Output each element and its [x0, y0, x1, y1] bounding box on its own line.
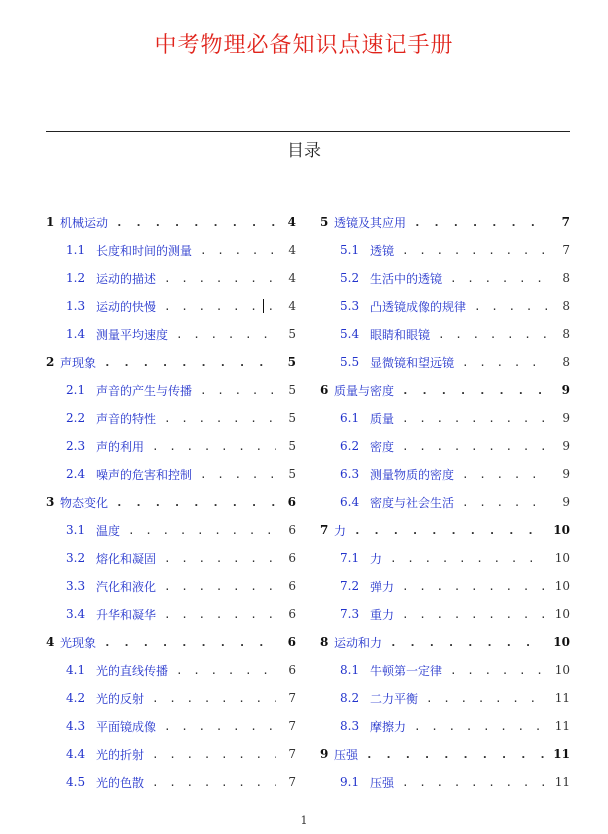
toc-entry-page: 8 — [562, 327, 570, 341]
toc-entry-page: 4 — [288, 243, 296, 257]
dot-leader — [462, 496, 550, 509]
toc-entry-title: 运动的快慢 — [96, 299, 157, 314]
toc-entry-title: 噪声的危害和控制 — [96, 467, 193, 482]
toc-entry-number: 9 — [320, 747, 329, 761]
toc-section-link[interactable] — [320, 740, 570, 768]
dot-leader — [354, 524, 545, 537]
toc-entry-title: 平面镜成像 — [96, 719, 157, 734]
dot-leader — [200, 468, 276, 481]
dot-leader — [390, 552, 547, 565]
dot-leader — [414, 216, 550, 229]
toc-entry-page: 5 — [288, 411, 296, 425]
toc-subsection-link[interactable] — [320, 404, 570, 432]
toc-entry-page: 4 — [287, 215, 296, 229]
toc-subsection-link[interactable] — [46, 432, 296, 460]
toc-entry-page: 7 — [288, 747, 296, 761]
toc-entry-title: 光现象 — [60, 635, 97, 650]
toc-entry-title: 压强 — [370, 775, 395, 790]
divider-rule — [46, 131, 570, 132]
toc-subsection-link[interactable] — [320, 292, 570, 320]
dot-leader — [474, 300, 550, 313]
toc-entry-number: 6.2 — [340, 439, 360, 453]
toc-entry-title: 力 — [334, 523, 347, 538]
dot-leader — [390, 636, 545, 649]
toc-entry-title: 升华和凝华 — [96, 607, 157, 622]
toc-entry-title: 透镜 — [370, 243, 395, 258]
toc-entry-page: 6 — [288, 551, 296, 565]
toc-subsection-link[interactable] — [320, 684, 570, 712]
dot-leader — [152, 776, 276, 789]
toc-subsection-link[interactable] — [320, 432, 570, 460]
toc-subsection-link[interactable] — [46, 768, 296, 796]
toc-entry-number: 5.3 — [340, 299, 360, 313]
toc-subsection-link[interactable] — [46, 684, 296, 712]
toc-entry-title: 运动的描述 — [96, 271, 157, 286]
dot-leader — [200, 384, 276, 397]
toc-entry-number: 1.2 — [66, 271, 86, 285]
toc-subsection-link[interactable] — [320, 572, 570, 600]
toc-entry-number: 5.1 — [340, 243, 360, 257]
toc-subsection-link[interactable] — [320, 768, 570, 796]
toc-entry-page: 11 — [554, 775, 570, 789]
toc-entry-title: 力 — [370, 551, 383, 566]
toc-entry-number: 2 — [46, 355, 55, 369]
toc-entry-title: 光的色散 — [96, 775, 145, 790]
toc-entry-title: 质量 — [370, 411, 395, 426]
dot-leader — [164, 552, 276, 565]
toc-entry-number: 5.5 — [340, 355, 360, 369]
toc-entry-title: 声音的产生与传播 — [96, 383, 193, 398]
dot-leader — [366, 748, 545, 761]
toc-subsection-link[interactable] — [46, 264, 296, 292]
toc-entry-number: 7.3 — [340, 607, 360, 621]
dot-leader — [164, 272, 276, 285]
toc-entry-page: 6 — [288, 523, 296, 537]
dot-leader — [164, 720, 276, 733]
toc-entry-page: 10 — [553, 523, 570, 537]
toc-entry-title: 生活中的透镜 — [370, 271, 443, 286]
toc-entry-title: 光的反射 — [96, 691, 145, 706]
toc-subsection-link[interactable] — [320, 600, 570, 628]
dot-leader — [402, 776, 547, 789]
dot-leader — [402, 412, 550, 425]
toc-entry-number: 3 — [46, 495, 55, 509]
toc-entry-page: 10 — [553, 635, 570, 649]
dot-leader — [402, 580, 547, 593]
toc-entry-page: 7 — [288, 691, 296, 705]
toc-subsection-link[interactable] — [46, 600, 296, 628]
toc-section-link[interactable] — [46, 348, 296, 376]
toc-entry-page: 11 — [554, 691, 570, 705]
toc-entry-number: 4.1 — [66, 663, 86, 677]
toc-section-link[interactable] — [46, 488, 296, 516]
document-title: 中考物理必备知识点速记手册 — [154, 33, 454, 58]
toc-subsection-link[interactable] — [46, 516, 296, 544]
toc-subsection-link[interactable] — [320, 544, 570, 572]
toc-entry-page: 7 — [288, 775, 296, 789]
toc-entry-page: 9 — [562, 467, 570, 481]
toc-entry-page: 9 — [562, 495, 570, 509]
toc-subsection-link[interactable] — [46, 376, 296, 404]
toc-entry-page: 6 — [287, 495, 296, 509]
toc-entry-title: 二力平衡 — [370, 691, 419, 706]
toc-subsection-link[interactable] — [46, 712, 296, 740]
toc-entry-number: 7 — [320, 523, 329, 537]
toc-entry-number: 8.3 — [340, 719, 360, 733]
toc-entry-title: 声现象 — [60, 355, 97, 370]
dot-leader — [402, 440, 550, 453]
dot-leader — [128, 524, 276, 537]
toc-subsection-link[interactable] — [320, 712, 570, 740]
toc-entry-number: 4.4 — [66, 747, 86, 761]
toc-subsection-link[interactable] — [320, 348, 570, 376]
toc-section-link[interactable] — [320, 516, 570, 544]
toc-entry-page: 5 — [288, 383, 296, 397]
toc-section-link[interactable] — [320, 628, 570, 656]
toc-entry-page: 8 — [562, 271, 570, 285]
toc-subsection-link[interactable] — [320, 320, 570, 348]
toc-entry-number: 4.3 — [66, 719, 86, 733]
toc-entry-page: 6 — [288, 607, 296, 621]
dot-leader — [152, 692, 276, 705]
toc-entry-title: 机械运动 — [60, 215, 109, 230]
toc-entry-title: 熔化和凝固 — [96, 551, 157, 566]
toc-entry-page: 6 — [287, 635, 296, 649]
toc-subsection-link[interactable] — [46, 292, 296, 320]
dot-leader — [462, 356, 550, 369]
dot-leader — [438, 328, 550, 341]
toc-entry-number: 6 — [320, 383, 329, 397]
toc-entry-number: 2.2 — [66, 411, 86, 425]
toc-entry-title: 汽化和液化 — [96, 579, 157, 594]
dot-leader — [450, 272, 550, 285]
toc-heading: 目录 — [287, 141, 321, 161]
dot-leader — [164, 412, 276, 425]
toc-subsection-link[interactable] — [320, 264, 570, 292]
page-number: 1 — [300, 814, 308, 827]
dot-leader — [152, 748, 276, 761]
toc-entry-title: 凸透镜成像的规律 — [370, 299, 467, 314]
toc-entry-page: 4 — [288, 271, 296, 285]
dot-leader — [426, 692, 547, 705]
toc-entry-number: 1 — [46, 215, 55, 229]
toc-entry-page: 7 — [562, 243, 570, 257]
toc-subsection-link[interactable] — [320, 488, 570, 516]
toc-entry-title: 光的折射 — [96, 747, 145, 762]
dot-leader — [402, 384, 550, 397]
toc-entry-page: 9 — [562, 411, 570, 425]
toc-entry-number: 5 — [320, 215, 329, 229]
toc-subsection-link[interactable] — [46, 404, 296, 432]
dot-leader — [152, 440, 276, 453]
toc-entry-title: 物态变化 — [60, 495, 109, 510]
toc-entry-title: 眼睛和眼镜 — [370, 327, 431, 342]
toc-entry-number: 6.3 — [340, 467, 360, 481]
toc-entry-number: 2.4 — [66, 467, 86, 481]
dot-leader — [164, 580, 276, 593]
toc-subsection-link[interactable] — [320, 656, 570, 684]
dot-leader — [402, 244, 550, 257]
toc-entry-page: 7 — [561, 215, 570, 229]
toc-entry-title: 压强 — [334, 747, 359, 762]
toc-entry-page: 5 — [288, 439, 296, 453]
toc-subsection-link[interactable] — [320, 236, 570, 264]
toc-right-column — [320, 208, 570, 796]
toc-entry-page: 10 — [554, 663, 570, 677]
toc-entry-page: 5 — [288, 327, 296, 341]
toc-entry-title: 长度和时间的测量 — [96, 243, 193, 258]
toc-subsection-link[interactable] — [46, 320, 296, 348]
toc-entry-page: 10 — [554, 579, 570, 593]
toc-entry-number: 3.1 — [66, 523, 86, 537]
toc-entry-page: 8 — [562, 355, 570, 369]
toc-subsection-link[interactable] — [46, 544, 296, 572]
dot-leader — [462, 468, 550, 481]
toc-entry-number: 3.3 — [66, 579, 86, 593]
toc-entry-title: 弹力 — [370, 579, 395, 594]
toc-entry-title: 显微镜和望远镜 — [370, 355, 455, 370]
dot-leader — [104, 636, 276, 649]
toc-section-link[interactable] — [46, 628, 296, 656]
toc-entry-title: 质量与密度 — [334, 383, 395, 398]
toc-entry-page: 11 — [554, 719, 570, 733]
toc-entry-page: 10 — [554, 607, 570, 621]
dot-leader — [164, 300, 276, 313]
toc-entry-number: 8.2 — [340, 691, 360, 705]
toc-entry-page: 5 — [288, 467, 296, 481]
text-cursor — [263, 299, 264, 313]
dot-leader — [402, 608, 547, 621]
toc-section-link[interactable] — [320, 376, 570, 404]
dot-leader — [116, 496, 276, 509]
toc-subsection-link[interactable] — [320, 460, 570, 488]
toc-entry-page: 11 — [553, 747, 570, 761]
toc-entry-title: 温度 — [96, 523, 121, 538]
toc-entry-number: 2.1 — [66, 383, 86, 397]
toc-entry-number: 7.2 — [340, 579, 360, 593]
toc-section-link[interactable] — [320, 208, 570, 236]
dot-leader — [176, 328, 276, 341]
toc-entry-title: 摩擦力 — [370, 719, 407, 734]
toc-entry-page: 7 — [288, 719, 296, 733]
toc-entry-page: 9 — [561, 383, 570, 397]
toc-entry-number: 5.2 — [340, 271, 360, 285]
toc-entry-number: 4 — [46, 635, 55, 649]
toc-left-column — [46, 208, 296, 796]
toc-entry-number: 8 — [320, 635, 329, 649]
toc-entry-title: 声的利用 — [96, 439, 145, 454]
toc-subsection-link[interactable] — [46, 460, 296, 488]
toc-entry-number: 4.2 — [66, 691, 86, 705]
toc-entry-title: 声音的特性 — [96, 411, 157, 426]
dot-leader — [104, 356, 276, 369]
toc-entry-number: 2.3 — [66, 439, 86, 453]
toc-entry-page: 6 — [288, 579, 296, 593]
toc-subsection-link[interactable] — [46, 740, 296, 768]
toc-entry-number: 7.1 — [340, 551, 360, 565]
toc-entry-number: 3.2 — [66, 551, 86, 565]
toc-entry-number: 6.4 — [340, 495, 360, 509]
toc-entry-page: 5 — [287, 355, 296, 369]
toc-entry-number: 1.3 — [66, 299, 86, 313]
toc-entry-title: 测量物质的密度 — [370, 467, 455, 482]
toc-entry-number: 9.1 — [340, 775, 360, 789]
toc-entry-page: 4 — [288, 299, 296, 313]
toc-entry-title: 运动和力 — [334, 635, 383, 650]
toc-subsection-link[interactable] — [46, 656, 296, 684]
dot-leader — [116, 216, 276, 229]
toc-entry-title: 牛顿第一定律 — [370, 663, 443, 678]
toc-section-link[interactable] — [46, 208, 296, 236]
toc-entry-number: 1.4 — [66, 327, 86, 341]
toc-entry-page: 9 — [562, 439, 570, 453]
dot-leader — [414, 720, 547, 733]
toc-entry-number: 4.5 — [66, 775, 86, 789]
toc-entry-title: 透镜及其应用 — [334, 215, 407, 230]
toc-entry-number: 1.1 — [66, 243, 86, 257]
toc-entry-page: 8 — [562, 299, 570, 313]
toc-entry-number: 5.4 — [340, 327, 360, 341]
toc-entry-page: 6 — [288, 663, 296, 677]
toc-entry-number: 3.4 — [66, 607, 86, 621]
toc-subsection-link[interactable] — [46, 236, 296, 264]
dot-leader — [164, 608, 276, 621]
toc-entry-title: 密度 — [370, 439, 395, 454]
toc-entry-title: 密度与社会生活 — [370, 495, 455, 510]
toc-entry-title: 重力 — [370, 607, 395, 622]
toc-entry-number: 6.1 — [340, 411, 360, 425]
toc-entry-title: 测量平均速度 — [96, 327, 169, 342]
toc-entry-title: 光的直线传播 — [96, 663, 169, 678]
toc-entry-number: 8.1 — [340, 663, 360, 677]
dot-leader — [200, 244, 276, 257]
dot-leader — [176, 664, 276, 677]
dot-leader — [450, 664, 547, 677]
toc-subsection-link[interactable] — [46, 572, 296, 600]
toc-entry-page: 10 — [554, 551, 570, 565]
